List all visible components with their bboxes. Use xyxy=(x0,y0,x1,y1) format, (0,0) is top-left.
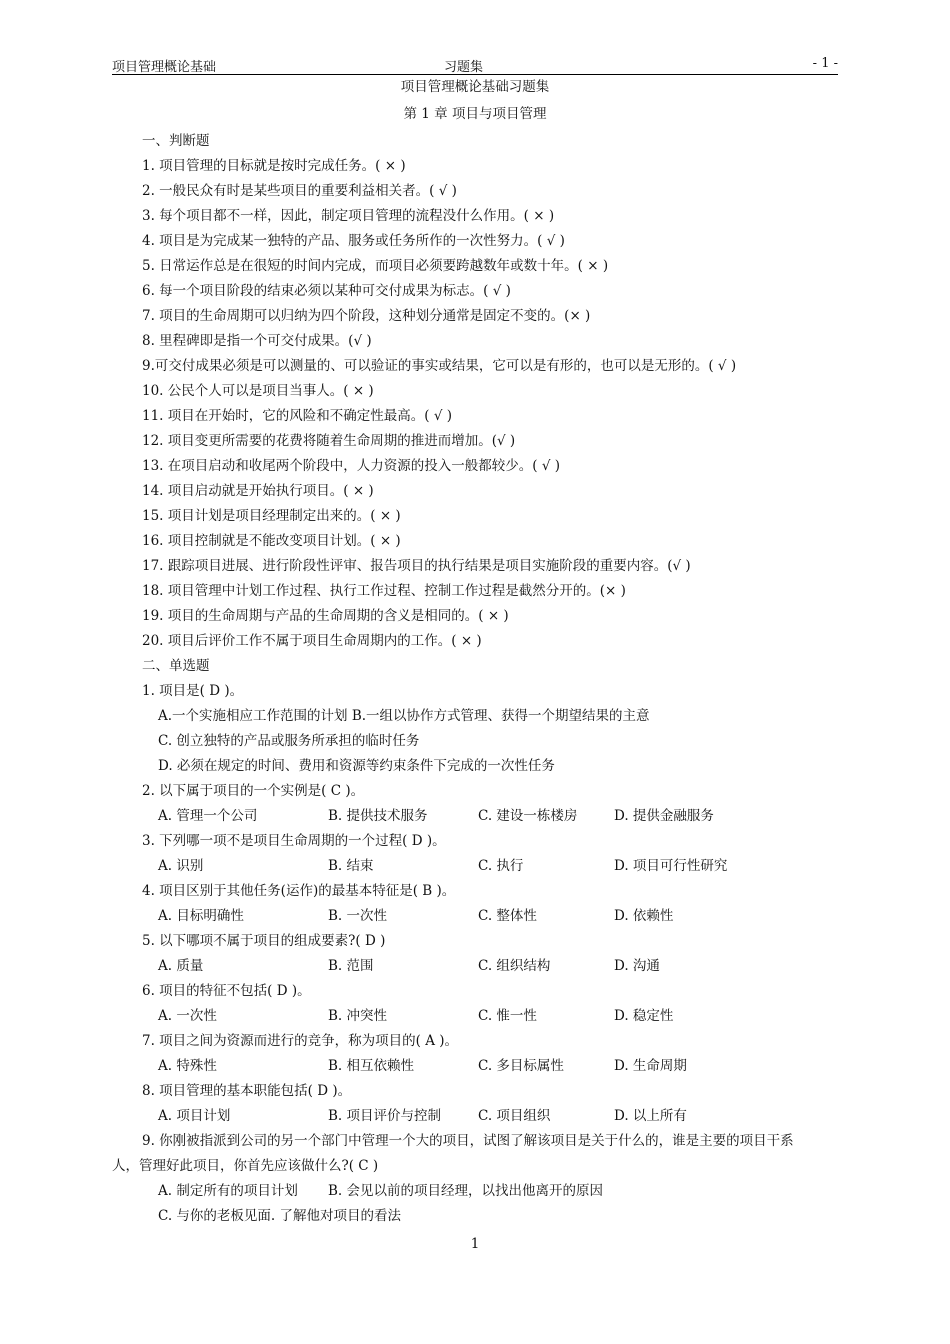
answer-option: A. 特殊性 xyxy=(158,1058,217,1074)
answer-option: A. 识别 xyxy=(158,858,204,874)
doc-title: 项目管理概论基础习题集 xyxy=(400,79,550,95)
question-stem: 6. 项目的特征不包括( D )。 xyxy=(142,983,311,999)
answer-option: C. 建设一栋楼房 xyxy=(478,808,578,824)
question-stem: 1. 项目是( D )。 xyxy=(142,683,244,699)
true-false-item: 15. 项目计划是项目经理制定出来的。( × ) xyxy=(142,508,401,524)
answer-option: D. 项目可行性研究 xyxy=(614,858,728,874)
answer-option: C. 创立独特的产品或服务所承担的临时任务 xyxy=(158,733,420,749)
answer-option: D. 依赖性 xyxy=(614,908,674,924)
answer-option: A. 制定所有的项目计划 xyxy=(158,1183,298,1199)
answer-option: A.一个实施相应工作范围的计划 B.一组以协作方式管理、获得一个期望结果的主意 xyxy=(158,708,650,724)
answer-option: D. 以上所有 xyxy=(614,1108,687,1124)
answer-option: C. 组织结构 xyxy=(478,958,551,974)
answer-option: C. 执行 xyxy=(478,858,524,874)
true-false-item: 12. 项目变更所需要的花费将随着生命周期的推进而增加。(√ ) xyxy=(142,433,516,449)
true-false-item: 1. 项目管理的目标就是按时完成任务。( × ) xyxy=(142,158,406,174)
answer-option: D. 沟通 xyxy=(614,958,660,974)
true-false-item: 4. 项目是为完成某一独特的产品、服务或任务所作的一次性努力。( √ ) xyxy=(142,233,565,249)
answer-option: A. 管理一个公司 xyxy=(158,808,258,824)
question-stem: 8. 项目管理的基本职能包括( D )。 xyxy=(142,1083,352,1099)
header-left: 项目管理概论基础 xyxy=(112,60,217,75)
answer-option: B. 会见以前的项目经理，以找出他离开的原因 xyxy=(328,1183,604,1199)
answer-option: B. 提供技术服务 xyxy=(328,808,428,824)
true-false-item: 18. 项目管理中计划工作过程、执行工作过程、控制工作过程是截然分开的。(× ) xyxy=(142,583,626,599)
section-single-choice: 二、单选题 xyxy=(142,658,210,674)
question-stem-continued: 人，管理好此项目，你首先应该做什么?( C ) xyxy=(112,1158,379,1174)
question-stem: 7. 项目之间为资源而进行的竞争，称为项目的( A )。 xyxy=(142,1033,459,1049)
true-false-item: 13. 在项目启动和收尾两个阶段中，人力资源的投入一般都较少。( √ ) xyxy=(142,458,560,474)
true-false-item: 7. 项目的生命周期可以归纳为四个阶段，这种划分通常是固定不变的。(× ) xyxy=(142,308,591,324)
answer-option: C. 与你的老板见面. 了解他对项目的看法 xyxy=(158,1208,402,1224)
answer-option: C. 惟一性 xyxy=(478,1008,537,1024)
true-false-item: 14. 项目启动就是开始执行项目。( × ) xyxy=(142,483,374,499)
true-false-item: 11. 项目在开始时，它的风险和不确定性最高。( √ ) xyxy=(142,408,452,424)
true-false-item: 16. 项目控制就是不能改变项目计划。( × ) xyxy=(142,533,401,549)
answer-option: A. 项目计划 xyxy=(158,1108,231,1124)
answer-option: D. 提供金融服务 xyxy=(614,808,714,824)
answer-option: D. 生命周期 xyxy=(614,1058,687,1074)
true-false-item: 17. 跟踪项目进展、进行阶段性评审、报告项目的执行结果是项目实施阶段的重要内容。(√ ) xyxy=(142,558,691,574)
true-false-item: 3. 每个项目都不一样，因此，制定项目管理的流程没什么作用。( × ) xyxy=(142,208,555,224)
answer-option: B. 项目评价与控制 xyxy=(328,1108,442,1124)
true-false-item: 5. 日常运作总是在很短的时间内完成，而项目必须要跨越数年或数十年。( × ) xyxy=(142,258,609,274)
true-false-item: 19. 项目的生命周期与产品的生命周期的含义是相同的。( × ) xyxy=(142,608,509,624)
question-stem: 9. 你刚被指派到公司的另一个部门中管理一个大的项目，试图了解该项目是关于什么的，谁是主要的项目干系 xyxy=(142,1133,794,1149)
answer-option: A. 质量 xyxy=(158,958,204,974)
answer-option: D. 稳定性 xyxy=(614,1008,674,1024)
answer-option: C. 多目标属性 xyxy=(478,1058,564,1074)
true-false-item: 9.可交付成果必须是可以测量的、可以验证的事实或结果，它可以是有形的，也可以是无形的。( √ ) xyxy=(142,358,737,374)
answer-option: B. 一次性 xyxy=(328,908,388,924)
true-false-item: 20. 项目后评价工作不属于项目生命周期内的工作。( × ) xyxy=(142,633,482,649)
true-false-item: 8. 里程碑即是指一个可交付成果。(√ ) xyxy=(142,333,372,349)
answer-option: A. 一次性 xyxy=(158,1008,217,1024)
true-false-item: 6. 每一个项目阶段的结束必须以某种可交付成果为标志。( √ ) xyxy=(142,283,511,299)
question-stem: 5. 以下哪项不属于项目的组成要素?( D ) xyxy=(142,933,386,949)
answer-option: B. 冲突性 xyxy=(328,1008,388,1024)
question-stem: 3. 下列哪一项不是项目生命周期的一个过程( D )。 xyxy=(142,833,446,849)
true-false-item: 10. 公民个人可以是项目当事人。( × ) xyxy=(142,383,374,399)
section-true-false: 一、判断题 xyxy=(142,133,210,149)
answer-option: B. 结束 xyxy=(328,858,374,874)
page-header xyxy=(112,56,838,75)
page-number: 1 xyxy=(470,1236,480,1252)
true-false-item: 2. 一般民众有时是某些项目的重要利益相关者。( √ ) xyxy=(142,183,457,199)
header-right: - 1 - xyxy=(812,56,838,71)
answer-option: C. 项目组织 xyxy=(478,1108,551,1124)
question-stem: 2. 以下属于项目的一个实例是( C )。 xyxy=(142,783,365,799)
answer-option: A. 目标明确性 xyxy=(158,908,244,924)
answer-option: D. 必须在规定的时间、费用和资源等约束条件下完成的一次性任务 xyxy=(158,758,555,774)
answer-option: B. 相互依赖性 xyxy=(328,1058,415,1074)
question-stem: 4. 项目区别于其他任务(运作)的最基本特征是( B )。 xyxy=(142,883,456,899)
answer-option: C. 整体性 xyxy=(478,908,537,924)
answer-option: B. 范围 xyxy=(328,958,374,974)
chapter-title: 第 1 章 项目与项目管理 xyxy=(403,106,547,122)
header-center: 习题集 xyxy=(444,60,484,75)
